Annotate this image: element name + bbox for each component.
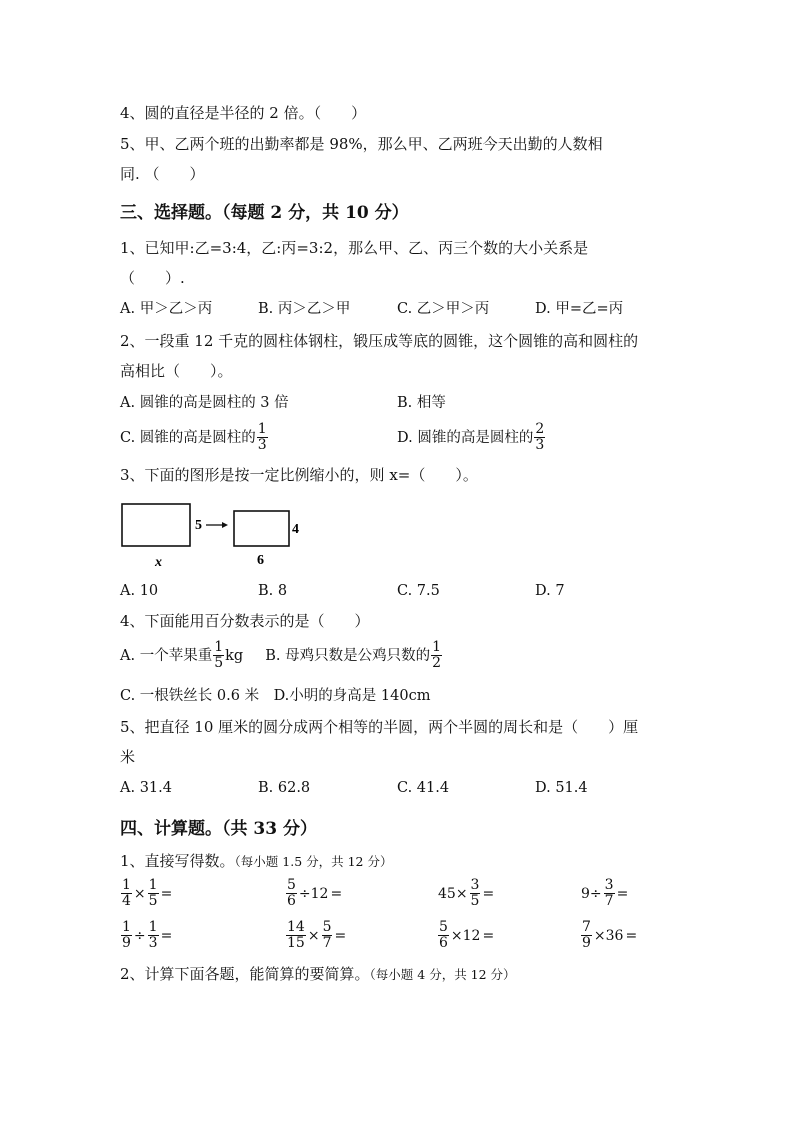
equals: =	[616, 885, 629, 902]
numerator: 1	[257, 421, 267, 437]
denominator: 2	[432, 655, 441, 671]
numerator: 1	[148, 919, 158, 935]
equals: =	[482, 927, 495, 944]
s3-q4-opt-ab	[120, 640, 443, 671]
s3-q4-opt-a-text: A. 一个苹果重	[120, 647, 213, 664]
numerator: 1	[148, 877, 158, 893]
fraction	[604, 878, 615, 909]
s3-q3-opt-d: D. 7	[535, 583, 565, 599]
s3-q4-line1: 4、下面能用百分数表示的是（ ）	[120, 612, 370, 630]
denominator: 4	[122, 893, 131, 909]
label-5: 5	[195, 518, 202, 533]
numerator: 1	[432, 639, 441, 655]
label-6: 6	[257, 553, 264, 568]
fraction	[213, 640, 224, 671]
numerator: 14	[287, 919, 305, 935]
calc-item-2	[285, 878, 343, 909]
denominator: 9	[582, 935, 591, 951]
judge-q5-line2: 同. （ ）	[120, 165, 205, 183]
denominator: 6	[439, 935, 448, 951]
scale-figure	[115, 500, 315, 572]
s3-q2-opt-c	[120, 422, 269, 453]
s3-q5-opt-a: A. 31.4	[120, 780, 172, 796]
calc-item-1	[120, 878, 173, 909]
s3-q3-line1: 3、下面的图形是按一定比例缩小的，则 x=（ ）。	[120, 466, 478, 484]
fraction	[121, 920, 132, 951]
arrow-head-icon	[222, 522, 228, 528]
denominator: 5	[148, 893, 158, 909]
operator: ×12	[450, 927, 481, 944]
operator: ×	[133, 885, 146, 902]
numerator: 5	[439, 919, 448, 935]
section4-title: 四、计算题。（共 33 分）	[120, 819, 317, 839]
s4-q2-note: （每小题 4 分，共 12 分）	[369, 967, 516, 982]
fraction	[470, 878, 481, 909]
denominator: 6	[287, 893, 296, 909]
numerator: 5	[287, 877, 296, 893]
s3-q3-opt-a: A. 10	[120, 583, 159, 599]
denominator: 9	[122, 935, 131, 951]
equals: =	[160, 885, 173, 902]
numerator: 1	[214, 639, 224, 655]
numerator: 3	[604, 877, 614, 893]
fraction	[148, 878, 159, 909]
s3-q5-line2: 米	[120, 748, 136, 766]
equals: =	[482, 885, 495, 902]
fraction	[431, 640, 442, 671]
s3-q1-line2: （ ）.	[120, 269, 185, 287]
fraction	[257, 422, 268, 453]
s3-q4-opt-b-text: B. 母鸡只数是公鸡只数的	[265, 647, 431, 664]
s4-q1-note: （每小题 1.5 分，共 12 分）	[234, 854, 393, 869]
s3-q1-opt-a: A. 甲＞乙＞丙	[120, 301, 213, 317]
s3-q5-opt-b: B. 62.8	[258, 780, 311, 796]
calc-item-4	[580, 878, 629, 909]
s3-q5-opt-c: C. 41.4	[397, 780, 450, 796]
denominator: 15	[287, 935, 305, 951]
equals: =	[334, 927, 347, 944]
s3-q5-opt-d: D. 51.4	[535, 780, 588, 796]
calc-item-8	[580, 920, 638, 951]
s3-q2-opt-d	[397, 422, 546, 453]
s3-q2-opt-b: B. 相等	[397, 395, 446, 411]
denominator: 7	[604, 893, 614, 909]
equals: =	[330, 885, 343, 902]
numerator: 1	[122, 877, 131, 893]
equals: =	[160, 927, 173, 944]
section3-title: 三、选择题。（每题 2 分，共 10 分）	[120, 203, 409, 223]
calc-item-3	[437, 878, 495, 909]
s3-q1-opt-b: B. 丙＞乙＞甲	[258, 301, 351, 317]
s3-q4-opt-cd: C. 一根铁丝长 0.6 米 D.小明的身高是 140cm	[120, 688, 431, 704]
judge-q5-line1: 5、甲、乙两个班的出勤率都是 98%，那么甲、乙两班今天出勤的人数相	[120, 135, 603, 153]
s3-q1-opt-d: D. 甲=乙=丙	[535, 301, 624, 317]
s3-q1-line1: 1、已知甲:乙=3:4，乙:丙=3:2，那么甲、乙、丙三个数的大小关系是	[120, 239, 589, 257]
label-4: 4	[292, 522, 299, 537]
equals: =	[625, 927, 638, 944]
operator: ×36	[593, 927, 624, 944]
operand: 9÷	[581, 885, 602, 902]
operand: 45×	[438, 885, 468, 902]
calc-item-5	[120, 920, 173, 951]
fraction	[322, 920, 333, 951]
judge-q4: 4、圆的直径是半径的 2 倍。（ ）	[120, 104, 367, 122]
fraction	[121, 878, 132, 909]
s3-q2-line2: 高相比（ ）。	[120, 362, 233, 380]
s3-q1-opt-c: C. 乙＞甲＞丙	[397, 301, 490, 317]
fraction	[581, 920, 592, 951]
s3-q3-opt-b: B. 8	[258, 583, 288, 599]
s4-q1-label: 1、直接写得数。	[120, 852, 235, 870]
large-rectangle	[122, 504, 190, 546]
denominator: 3	[257, 437, 267, 453]
denominator: 3	[148, 935, 158, 951]
s3-q2-opt-d-text: D. 圆锥的高是圆柱的	[397, 429, 534, 446]
s4-q1	[120, 851, 392, 872]
denominator: 5	[470, 893, 480, 909]
s4-q2-label: 2、计算下面各题，能简算的要简算。	[120, 965, 370, 983]
denominator: 7	[322, 935, 332, 951]
fraction	[534, 422, 545, 453]
denominator: 3	[535, 437, 545, 453]
numerator: 5	[322, 919, 332, 935]
calc-item-6	[285, 920, 347, 951]
s4-q2	[120, 964, 516, 985]
fraction	[286, 878, 297, 909]
operator: ×	[307, 927, 320, 944]
s3-q2-opt-a: A. 圆锥的高是圆柱的 3 倍	[120, 395, 289, 411]
operator: ÷12	[298, 885, 329, 902]
s3-q2-line1: 2、一段重 12 千克的圆柱体钢柱，锻压成等底的圆锥，这个圆锥的高和圆柱的	[120, 332, 639, 350]
calc-item-7	[437, 920, 495, 951]
fraction	[148, 920, 159, 951]
numerator: 2	[535, 421, 545, 437]
s3-q2-opt-c-text: C. 圆锥的高是圆柱的	[120, 429, 256, 446]
label-x: x	[155, 555, 162, 570]
numerator: 7	[582, 919, 591, 935]
operator: ÷	[133, 927, 146, 944]
numerator: 1	[122, 919, 131, 935]
s3-q4-opt-a-unit: kg	[225, 647, 244, 664]
s3-q3-opt-c: C. 7.5	[397, 583, 440, 599]
fraction	[438, 920, 449, 951]
numerator: 3	[470, 877, 480, 893]
fraction	[286, 920, 306, 951]
denominator: 5	[214, 655, 224, 671]
s3-q5-line1: 5、把直径 10 厘米的圆分成两个相等的半圆，两个半圆的周长和是（ ）厘	[120, 718, 639, 736]
small-rectangle	[234, 511, 289, 546]
